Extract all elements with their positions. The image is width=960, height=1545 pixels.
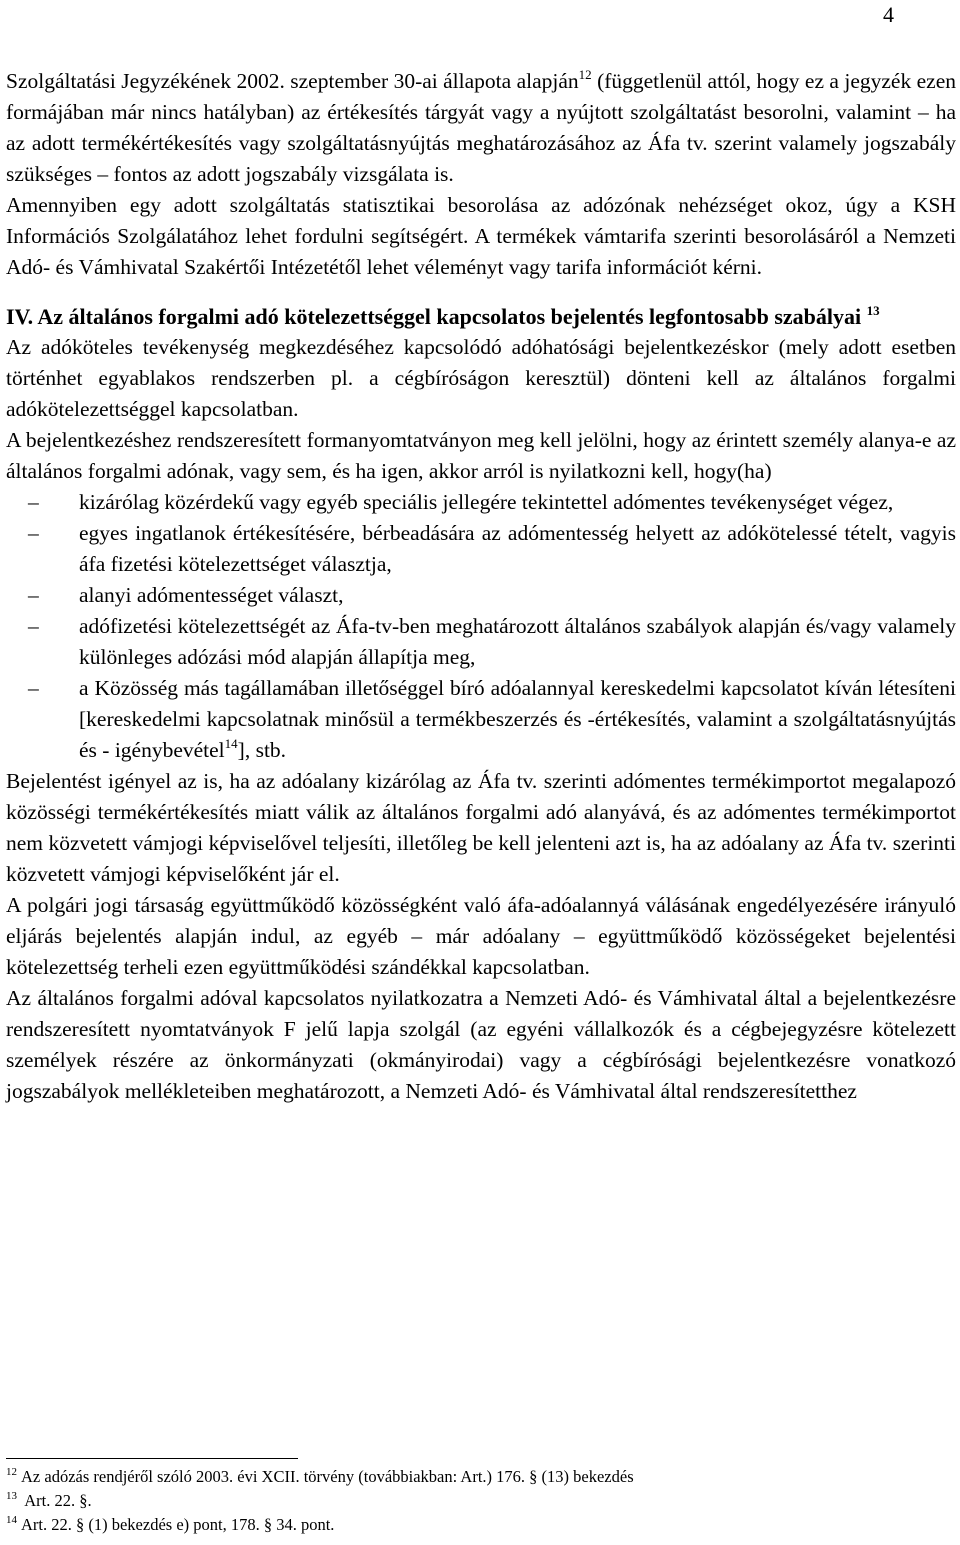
list-item-text: alanyi adómentességet választ, (79, 583, 344, 607)
list-item (6, 487, 956, 518)
document-body (6, 66, 956, 1107)
footnote-separator (6, 1458, 298, 1459)
dash-bullet: – (28, 583, 39, 607)
footnote-text: Art. 22. § (1) bekezdés e) pont, 178. § 34. pont. (21, 1515, 335, 1534)
list-item (6, 673, 956, 766)
footnote-ref-12: 12 (578, 67, 592, 82)
dash-bullet: – (28, 490, 39, 514)
footnote-text: Art. 22. §. (21, 1491, 92, 1510)
footnote-number: 14 (6, 1514, 17, 1526)
list-item-text: egyes ingatlanok értékesítésére, bérbeadására az adómentesség helyett az adókötelessé tételt, vagyis áfa fizetési kötelezettséget választja, (79, 521, 956, 576)
footnote-ref-14: 14 (224, 736, 238, 751)
paragraph-4: A polgári jogi társaság együttműködő közösségként való áfa-adóalannyá válásának engedélyezésére irányuló eljárás bejelentés alapján indul, az egyéb – már adóalany – együttműködő közösségeket bejelentési kötelezettség terheli ezen együttműködési szándékkal kapcsolatban. (6, 893, 956, 979)
section-heading (6, 301, 956, 332)
paragraph-1: Az adóköteles tevékenység megkezdéséhez kapcsolódó adóhatósági bejelentkezéskor (mely adott esetben történhet egyablakos rendszerben pl. a cégbíróságon keresztül) dönteni kell az általános forgalmi adókötelezettséggel kapcsolatban. (6, 335, 956, 421)
footnote-13 (6, 1489, 956, 1513)
paragraph-intro (6, 66, 956, 190)
paragraph-3: Bejelentést igényel az is, ha az adóalany kizárólag az Áfa tv. szerinti adómentes termékimportot megalapozó közösségi termékértékesítés miatt válik az általános forgalmi adó alanyává, és az adómentes termékimportot nem közvetett vámjogi képviselővel teljesíti, illetőleg be kell jelenteni azt is, ha az adóalany az Áfa tv. szerinti közvetett vámjogi képviselőként jár el. (6, 769, 956, 886)
dash-bullet: – (28, 676, 39, 700)
dash-bullet: – (28, 614, 39, 638)
footnote-number: 13 (6, 1490, 17, 1502)
list-item-text-b: ], stb. (237, 738, 287, 762)
paragraph-2: A bejelentkezéshez rendszeresített formanyomtatványon meg kell jelölni, hogy az érintett személy alanya-e az általános forgalmi adónak, vagy sem, és ha igen, akkor arról is nyilatkozni kell, hogy(ha) (6, 428, 956, 483)
dash-list (6, 487, 956, 766)
paragraph-intro-text-b: (függetlenül attól, hogy ez a jegyzék ezen formájában már nincs hatályban) az értékesítés tárgyát vagy a nyújtott szolgáltatást besorolni, valamint – ha az adott termékértékesítés vagy szolgáltatásnyújtás meghatározásához az Áfa tv. szerint valamely jogszabály szükséges – fontos az adott jogszabály vizsgálata is. (6, 69, 956, 186)
section-heading-text: IV. Az általános forgalmi adó kötelezettséggel kapcsolatos bejelentés legfontosabb szabályai (6, 304, 862, 329)
footnotes (6, 1458, 956, 1537)
list-item-text: adófizetési kötelezettségét az Áfa-tv-ben meghatározott általános szabályok alapján és/vagy valamely különleges adózási mód alapján állapítja meg, (79, 614, 956, 669)
footnote-number: 12 (6, 1466, 17, 1478)
paragraph-5: Az általános forgalmi adóval kapcsolatos nyilatkozatra a Nemzeti Adó- és Vámhivatal által a bejelentkezésre rendszeresített nyomtatványok F jelű lapja szolgál (az egyéni vállalkozók és a cégbejegyzésre kötelezett személyek részére az önkormányzati (okmányirodai) vagy a cégbírósági bejelentkezésre vonatkozó jogszabályok mellékleteiben meghatározott, a Nemzeti Adó- és Vámhivatal által rendszeresítetthez (6, 986, 956, 1103)
paragraph-ksh: Amennyiben egy adott szolgáltatás statisztikai besorolása az adózónak nehézséget okoz, úgy a KSH Információs Szolgálatához lehet fordulni segítségért. A termékek vámtarifa szerinti besorolásáról a Nemzeti Adó- és Vámhivatal Szakértői Intézetétől lehet véleményt vagy tarifa információt kérni. (6, 193, 956, 279)
dash-bullet: – (28, 521, 39, 545)
page-number: 4 (883, 2, 894, 27)
list-item (6, 580, 956, 611)
list-item (6, 518, 956, 580)
list-item-text-a: a Közösség más tagállamában illetőséggel bíró adóalannyal kereskedelmi kapcsolatot kíván létesíteni [kereskedelmi kapcsolatnak minősül a termékbeszerzés és -értékesítés, valamint a szolgáltatásnyújtás és - igénybevétel (79, 676, 956, 762)
footnote-12 (6, 1465, 956, 1489)
paragraph-intro-text-a: Szolgáltatási Jegyzékének 2002. szeptember 30-ai állapota alapján (6, 69, 579, 93)
footnote-text: Az adózás rendjéről szóló 2003. évi XCII. törvény (továbbiakban: Art.) 176. § (13) bekezdés (21, 1467, 634, 1486)
footnote-14 (6, 1513, 956, 1537)
footnote-ref-13: 13 (866, 303, 880, 318)
list-item (6, 611, 956, 673)
list-item-text: kizárólag közérdekű vagy egyéb speciális jellegére tekintettel adómentes tevékenységet végez, (79, 490, 894, 514)
